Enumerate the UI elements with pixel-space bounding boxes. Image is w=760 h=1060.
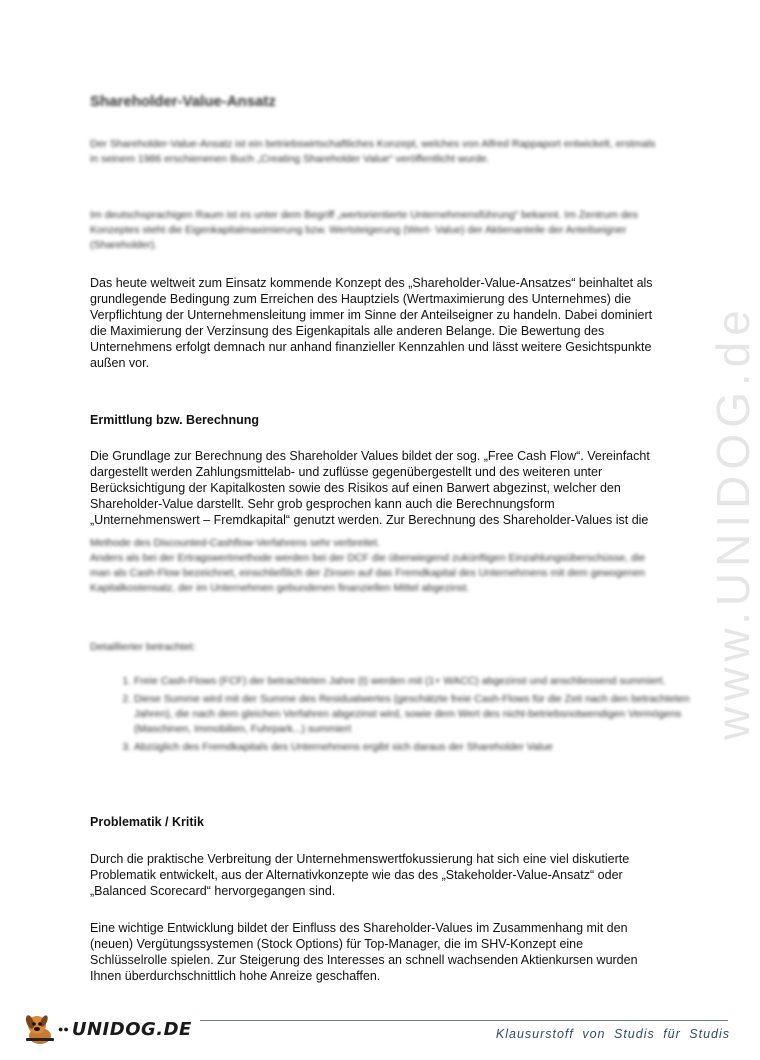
section-heading-critique: Problematik / Kritik xyxy=(90,815,204,829)
body-paragraph-3: Durch die praktische Verbreitung der Unternehmenswertfokussierung hat sich eine viel diskutierte Problematik entwickelt, aus der Alternativkonzepte wie das des „Stakeholder-Value-Ansatz“ oder „Balanced Scorecard“ hervorgegangen sind. xyxy=(90,852,630,898)
section-heading-calculation: Ermittlung bzw. Berechnung xyxy=(90,413,259,427)
logo-text: UNIDOG.DE xyxy=(71,1018,192,1040)
intro-paragraph-1: Der Shareholder-Value-Ansatz ist ein betriebswirtschaftliches Konzept, welches von Alfred Rappaport entwickelt, erstmals in seinem 1986 erschienenen Buch „Creating Shareholder Value“ veröffentlicht wurde. xyxy=(90,138,656,165)
footer-slogan: Klausurstoff von Studis für Studis xyxy=(495,1027,730,1041)
body-paragraph-1: Das heute weltweit zum Einsatz kommende Konzept des „Shareholder-Value-Ansatzes“ beinhaltet als grundlegende Bedingung zum Erreichen des Hauptziels (Wertmaximierung des Unternehmes) die Verpflichtung der Unternehmensleitung immer im Sinne der Anteilseigner zu handeln. Dabei dominiert die Maximierung der Verzinsung des Eigenkapitals alle anderen Belange. Die Bewertung des Unternehmens erfolgt demnach nur anhand finanzieller Kennzahlen und lässt weitere Gesichtspunkte außen vor. xyxy=(90,276,653,370)
intro-paragraph-2: Im deutschsprachigen Raum ist es unter dem Begriff „wertorientierte Unternehmensführung“ bekannt. Im Zentrum des Konzeptes steht die Eigenkapitalmaximierung bzw. Wertsteigerung (Wert- Value) der Aktienanteile der Anteilseigner (Shareholder). xyxy=(90,209,638,251)
watermark: www.UNIDOG.de xyxy=(707,304,759,740)
calculation-steps-list xyxy=(90,674,694,758)
blurred-dcf-line: Methode des Discounted-Cashflow-Verfahrens sehr verbreitet. xyxy=(90,537,381,549)
paw-prints-icon: ●● xyxy=(58,1024,69,1034)
body-paragraph-4: Eine wichtige Entwicklung bildet der Einfluss des Shareholder-Values im Zusammenhang mit den (neuen) Vergütungssystemen (Stock Options) für Top-Manager, die im SHV-Konzept eine Schlüsselrolle spielen. Zur Steigerung des Interesses an schnell wachsenden Aktienkursen wurden Ihnen überdurchschnittlich hohe Anreize geschaffen. xyxy=(90,921,638,983)
list-item: 2. Diese Summe wird mit der Summe des Residualwertes (geschätzte freie Cash-Flows für die Zeit nach den betrachteten Jahren), die nach dem gleichen Verfahren abgezinst wird, sowie dem Wert des nicht-betriebsnotwendigen Vermögens (Maschinen, Immobilien, Fuhrpark...) summiert xyxy=(134,692,694,737)
dog-mascot-icon xyxy=(22,1012,58,1046)
unidog-logo[interactable] xyxy=(22,1012,192,1046)
footer-divider xyxy=(200,1020,728,1021)
body-paragraph-2: Die Grundlage zur Berechnung des Shareholder Values bildet der sog. „Free Cash Flow“. Vereinfacht dargestellt werden Zahlungsmittelab- und zuflüsse gegenübergestellt und des weiteren unter Berücksichtigung der Kapitalkosten sowie des Risikos auf einen Barwert abgezinst, welcher den Shareholder-Value darstellt. Sehr grob gesprochen kann auch die Berechnungsform „Unternehmenswert – Fremdkapital“ genutzt werden. Zur Berechnung des Shareholder-Values ist die xyxy=(90,449,650,527)
blurred-detail-label: Detaillierter betrachtet: xyxy=(90,641,196,653)
list-item: 1. Freie Cash-Flows (FCF) der betrachteten Jahre (t) werden mit (1+ WACC) abgezinst und anschliessend summiert. xyxy=(134,674,694,689)
list-item: 3. Abzüglich des Fremdkapitals des Unternehmens ergibt sich daraus der Shareholder Value xyxy=(134,740,694,755)
blurred-dcf-paragraph: Anders als bei der Ertragswertmethode werden bei der DCF die überwiegend zukünftigen Einzahlungsüberschüsse, die man als Cash-Flow bezeichnet, einschließlich der Zinsen auf das Fremdkapital des Unternehmens mit dem gewogenen Kapitalkostensatz, der im Unternehmen gebundenen finanziellen Mittel abgezinst. xyxy=(90,552,646,594)
document-title: Shareholder-Value-Ansatz xyxy=(90,93,276,110)
